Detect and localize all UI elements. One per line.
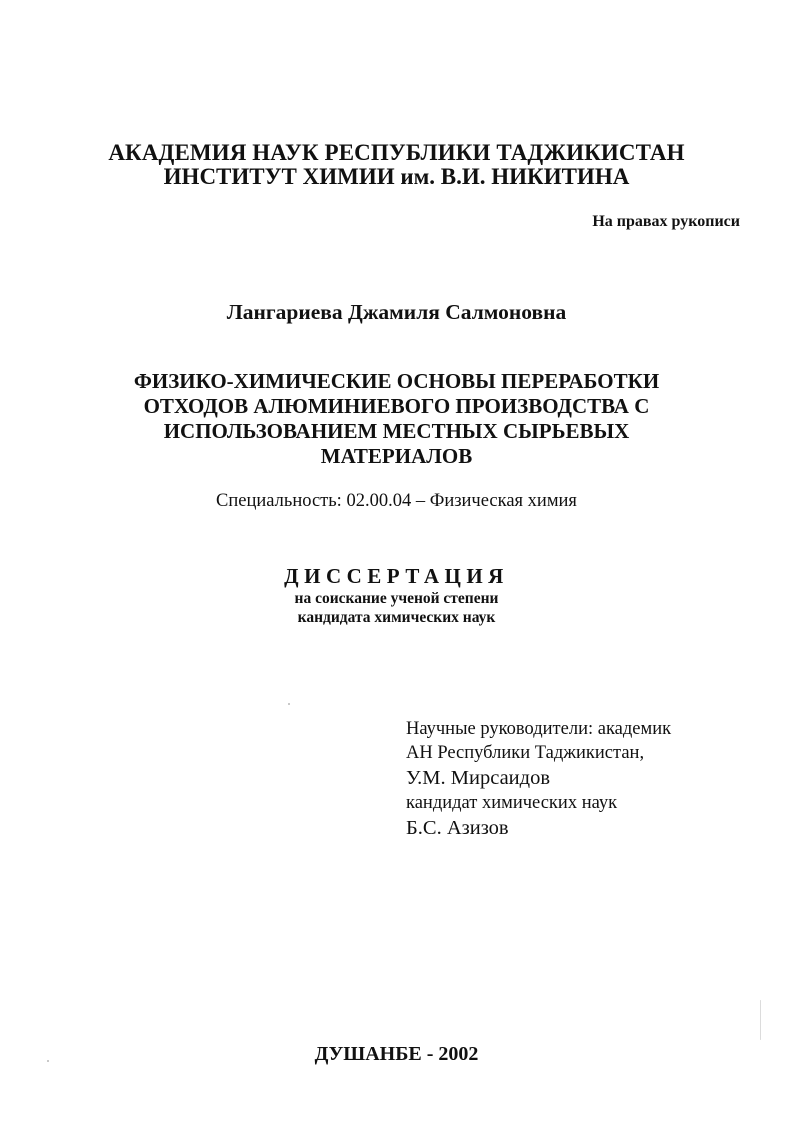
degree-line-1: на соискание ученой степени (294, 590, 499, 607)
title-line: ОТХОДОВ АЛЮМИНИЕВОГО ПРОИЗВОДСТВА С (143, 394, 650, 418)
advisor-degree: кандидат химических наук (406, 793, 618, 813)
organization-name: АКАДЕМИЯ НАУК РЕСПУБЛИКИ ТАДЖИКИСТАН (108, 140, 685, 165)
author-name: Лангариева Джамиля Салмоновна (226, 300, 567, 324)
advisor-name-1: У.М. Мирсаидов (406, 767, 551, 789)
institute-name: ИНСТИТУТ ХИМИИ им. В.И. НИКИТИНА (163, 164, 630, 189)
scientific-advisors (406, 717, 671, 841)
manuscript-rights-note: На правах рукописи (592, 213, 740, 230)
dissertation-title (0, 369, 793, 469)
scan-speck (288, 703, 290, 705)
city-year: ДУШАНБЕ - 2002 (314, 1043, 479, 1065)
advisor-name-2: Б.С. Азизов (406, 817, 509, 839)
title-line: ИСПОЛЬЗОВАНИЕМ МЕСТНЫХ СЫРЬЕВЫХ (163, 419, 630, 443)
advisors-label: Научные руководители: академик (406, 719, 672, 739)
title-line: ФИЗИКО-ХИМИЧЕСКИЕ ОСНОВЫ ПЕРЕРАБОТКИ (133, 369, 660, 393)
scan-speck (760, 1000, 761, 1040)
degree-line-2: кандидата химических наук (297, 609, 496, 626)
scan-speck (47, 1060, 49, 1062)
advisors-affiliation: АН Республики Таджикистан, (406, 743, 645, 763)
dissertation-heading: ДИССЕРТАЦИЯ (284, 564, 509, 588)
title-line: МАТЕРИАЛОВ (320, 444, 473, 468)
specialty: Специальность: 02.00.04 – Физическая химия (216, 491, 577, 511)
